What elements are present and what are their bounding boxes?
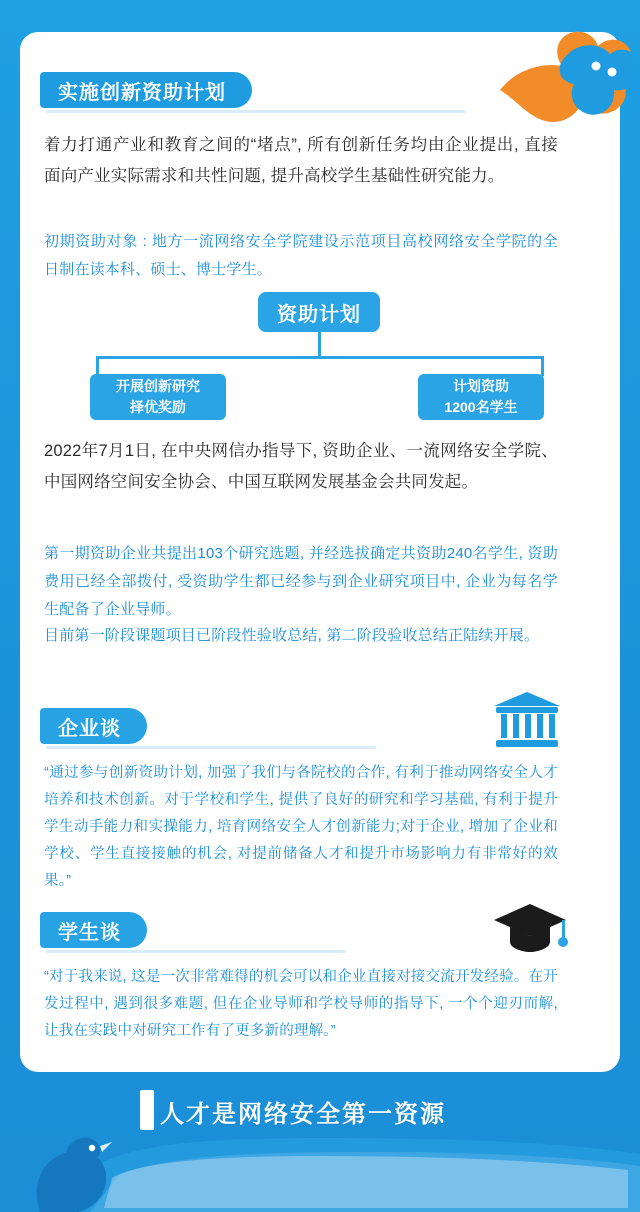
org-leaf-right-line2: 1200名学生 bbox=[444, 399, 518, 415]
plan-paragraph-blue: 初期资助对象 : 地方一流网络安全学院建设示范项目高校网络安全学院的全日制在读本科、硕士、博士学生。 bbox=[44, 233, 558, 278]
thumbs-up-icon bbox=[104, 1156, 628, 1208]
enterprise-quote: “通过参与创新资助计划, 加强了我们与各院校的合作, 有利于推动网络安全人才培养和技术创新。对于学校和学生, 提供了良好的研究和学习基础, 有利于提升学生动手能力和实操能力, 培育网络安全人才创新能力;对于企业, 增加了企业和学校、学生直接接触的机会, 对提前储备人才和提升市场影响力有非常好的效果。” bbox=[44, 765, 558, 889]
section-title-student bbox=[40, 912, 147, 948]
plan-paragraph-main: 着力打通产业和教育之间的“堵点”, 所有创新任务均由企业提出, 直接面向产业实际需求和共性问题, 提升高校学生基础性研究能力。 bbox=[44, 136, 558, 185]
launch-paragraph-blue-1: 第一期资助企业共提出103个研究选题, 并经选拔确定共资助240名学生, 资助费用已经全部拨付, 受资助学生都已经参与到企业研究项目中, 企业为每名学生配备了企业导师。 bbox=[44, 545, 558, 618]
org-connector-horizontal bbox=[96, 356, 544, 359]
org-leaf-left-line1: 开展创新研究 bbox=[116, 378, 200, 394]
org-connector-left-drop bbox=[96, 356, 99, 376]
graduation-cap-icon bbox=[492, 898, 568, 958]
section-title-enterprise bbox=[40, 708, 147, 744]
launch-paragraph-blue-2: 目前第一阶段课题项目已阶段性验收总结, 第二阶段验收总结正陆续开展。 bbox=[44, 627, 540, 644]
section-title-plan bbox=[40, 72, 252, 108]
org-root-label: 资助计划 bbox=[277, 303, 361, 326]
org-leaf-left-line2: 择优奖励 bbox=[130, 399, 186, 415]
footer-title-rule bbox=[140, 1090, 154, 1130]
footer-title: 人才是网络安全第一资源 bbox=[160, 1101, 446, 1128]
section-title-student-underline bbox=[46, 950, 346, 953]
section-title-plan-underline bbox=[46, 110, 466, 113]
section-title-student-label: 学生谈 bbox=[58, 921, 121, 944]
section-title-enterprise-label: 企业谈 bbox=[58, 717, 121, 740]
student-quote: “对于我来说, 这是一次非常难得的机会可以和企业直接对接交流开发经验。在开发过程中, 遇到很多难题, 但在企业导师和学校导师的指导下, 一个个迎刃而解, 让我在实践中对研究工作有了更多新的理解。” bbox=[44, 969, 558, 1039]
footer-artwork bbox=[0, 1072, 640, 1212]
org-connector-right-drop bbox=[541, 356, 544, 376]
org-root-node bbox=[258, 292, 380, 332]
org-leaf-right bbox=[418, 374, 544, 420]
section-title-plan-label: 实施创新资助计划 bbox=[58, 81, 226, 104]
launch-paragraph-main: 2022年7月1日, 在中央网信办指导下, 资助企业、一流网络安全学院、中国网络空间安全协会、中国互联网发展基金会共同发起。 bbox=[44, 442, 558, 491]
org-connector-vertical bbox=[318, 332, 321, 356]
org-leaf-right-line1: 计划资助 bbox=[453, 378, 509, 394]
org-leaf-left bbox=[90, 374, 226, 420]
bank-building-icon bbox=[492, 690, 562, 750]
section-title-enterprise-underline bbox=[46, 746, 376, 749]
